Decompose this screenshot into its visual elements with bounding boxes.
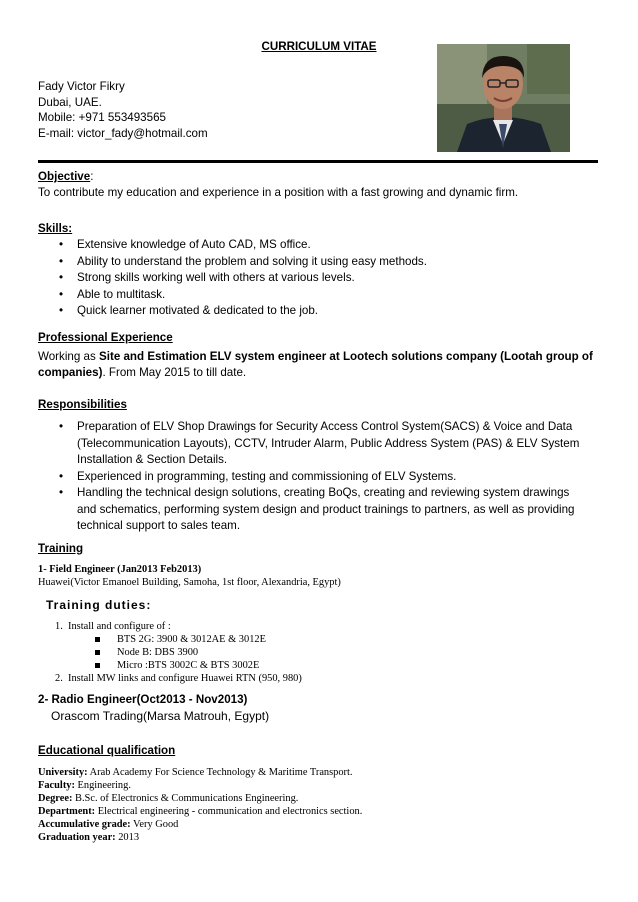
education-details bbox=[38, 766, 602, 844]
education-row bbox=[38, 766, 602, 779]
list-item: • Quick learner motivated & dedicated to the job. bbox=[38, 303, 602, 320]
list-item: • Strong skills working well with others at various levels. bbox=[38, 270, 602, 287]
training-job2-title: 2- Radio Engineer(Oct2013 - Nov2013) bbox=[38, 693, 248, 706]
profile-photo bbox=[437, 44, 570, 152]
training-job2-place: Orascom Trading(Marsa Matrouh, Egypt) bbox=[51, 709, 270, 723]
responsibilities-list bbox=[38, 419, 602, 535]
education-value: B.Sc. of Electronics & Communications Engineering. bbox=[72, 793, 299, 804]
contact-location: Dubai, UAE. bbox=[38, 95, 102, 109]
list-item: • Preparation of ELV Shop Drawings for Security Access Control System(SACS) & Voice and Data (Telecommunication Layouts), CCTV, Intruder Alarm, Public Address System (PAS) & ELV System Installation & Section Details. bbox=[38, 419, 582, 469]
education-row bbox=[38, 805, 602, 818]
list-item: BTS 2G: 3900 & 3012AE & 3012E bbox=[38, 633, 602, 646]
education-row bbox=[38, 792, 602, 805]
education-label: Degree: bbox=[38, 793, 73, 804]
skills-section bbox=[38, 221, 602, 320]
objective-text: To contribute my education and experience in a position with a fast growing and dynamic firm. bbox=[38, 186, 519, 199]
list-item: Node B: DBS 3900 bbox=[38, 646, 602, 659]
training-job1 bbox=[38, 563, 602, 589]
education-heading: Educational qualification bbox=[38, 744, 176, 757]
objective-section bbox=[38, 169, 602, 201]
list-item: • Extensive knowledge of Auto CAD, MS office. bbox=[38, 237, 602, 254]
skills-heading: Skills: bbox=[38, 222, 73, 235]
list-item: • Able to multitask. bbox=[38, 287, 602, 304]
contact-block bbox=[38, 79, 208, 141]
list-item bbox=[38, 620, 602, 633]
education-value: Electrical engineering - communication and electronics section. bbox=[95, 806, 363, 817]
skills-list bbox=[38, 237, 602, 320]
document-title: CURRICULUM VITAE bbox=[261, 40, 377, 53]
education-value: Engineering. bbox=[74, 780, 131, 791]
contact-email: E-mail: victor_fady@hotmail.com bbox=[38, 126, 208, 140]
training-duties-list bbox=[38, 620, 602, 685]
list-item bbox=[38, 672, 602, 685]
education-label: Accumulative grade: bbox=[38, 819, 131, 830]
education-value: Arab Academy For Science Technology & Maritime Transport. bbox=[87, 767, 353, 778]
experience-role: Site and Estimation ELV system engineer at Lootech solutions company (Lootah group of companies) bbox=[38, 350, 593, 379]
list-item: Micro :BTS 3002C & BTS 3002E bbox=[38, 659, 602, 672]
training-heading: Training bbox=[38, 542, 84, 555]
training-duties-heading: Training duties: bbox=[46, 598, 152, 612]
experience-section bbox=[38, 330, 602, 381]
education-value: Very Good bbox=[130, 819, 179, 830]
education-row bbox=[38, 818, 602, 831]
training-job1-place: Huawei(Victor Emanoel Building, Samoha, 1st floor, Alexandria, Egypt) bbox=[38, 577, 341, 588]
list-text: Install MW links and configure Huawei RTN (950, 980) bbox=[68, 673, 302, 684]
education-label: Department: bbox=[38, 806, 96, 817]
contact-name: Fady Victor Fikry bbox=[38, 80, 125, 93]
experience-heading: Professional Experience bbox=[38, 331, 173, 344]
responsibilities-section bbox=[38, 397, 602, 535]
objective-heading: Objective bbox=[38, 170, 91, 183]
contact-mobile: Mobile: +971 553493565 bbox=[38, 111, 166, 124]
training-job1-title: 1- Field Engineer (Jan2013 Feb2013) bbox=[38, 564, 202, 575]
header-divider bbox=[38, 160, 598, 163]
training-job2 bbox=[38, 692, 602, 724]
education-value: 2013 bbox=[115, 832, 140, 843]
objective-heading-colon: : bbox=[90, 170, 94, 183]
list-item: • Experienced in programming, testing and commissioning of ELV Systems. bbox=[38, 469, 582, 486]
education-label: Faculty: bbox=[38, 780, 75, 791]
experience-prefix: Working as bbox=[38, 350, 99, 363]
experience-suffix: . From May 2015 to till date. bbox=[102, 366, 247, 379]
responsibilities-heading: Responsibilities bbox=[38, 398, 127, 411]
list-number: 1. bbox=[55, 621, 63, 632]
list-item: • Ability to understand the problem and solving it using easy methods. bbox=[38, 254, 602, 271]
education-label: University: bbox=[38, 767, 88, 778]
list-number: 2. bbox=[55, 673, 63, 684]
education-row bbox=[38, 831, 602, 844]
list-item: • Handling the technical design solutions, creating BoQs, creating and reviewing system drawings and schematics, performing system design and product trainings to partners, as well as providing technical support to sales team. bbox=[38, 485, 582, 535]
education-label: Graduation year: bbox=[38, 832, 116, 843]
education-row bbox=[38, 779, 602, 792]
list-text: Install and configure of : bbox=[68, 621, 171, 632]
experience-text bbox=[38, 349, 602, 381]
